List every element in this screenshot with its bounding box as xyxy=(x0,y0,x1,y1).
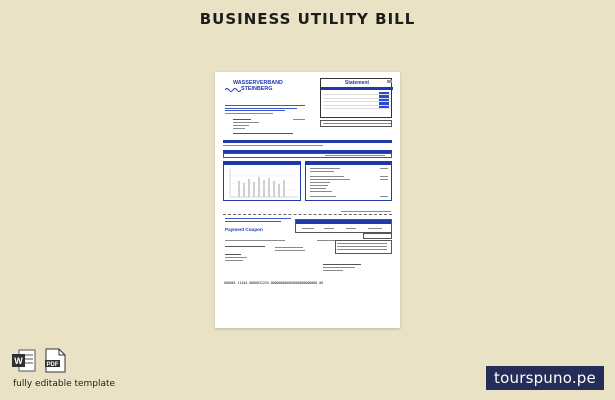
wave-logo-icon xyxy=(225,87,241,93)
word-doc-icon xyxy=(12,348,36,373)
template-caption: fully editable template xyxy=(13,379,116,389)
payment-coupon-title: Payment Coupon xyxy=(225,227,263,232)
statement-box xyxy=(320,78,392,118)
file-type-icons xyxy=(12,348,68,374)
svg-text:W: W xyxy=(14,356,23,366)
page-icon xyxy=(387,80,392,83)
svg-text:PDF: PDF xyxy=(46,361,59,368)
barcode-line: 000001 11444 0000031234 000000000000000000000000 00 xyxy=(224,281,324,285)
consumption-chart xyxy=(223,161,301,201)
logo-line1: WASSERVERBAND xyxy=(233,80,283,86)
bill-document xyxy=(215,72,400,328)
page-title: BUSINESS UTILITY BILL xyxy=(199,10,416,28)
statement-title: Statement xyxy=(344,80,370,86)
account-activity-box xyxy=(305,161,392,201)
payment-table xyxy=(295,219,392,233)
pdf-icon xyxy=(44,348,66,373)
logo-line2: STEINBERG xyxy=(241,86,273,92)
brand-link[interactable]: tourspuno.pe xyxy=(486,366,604,390)
